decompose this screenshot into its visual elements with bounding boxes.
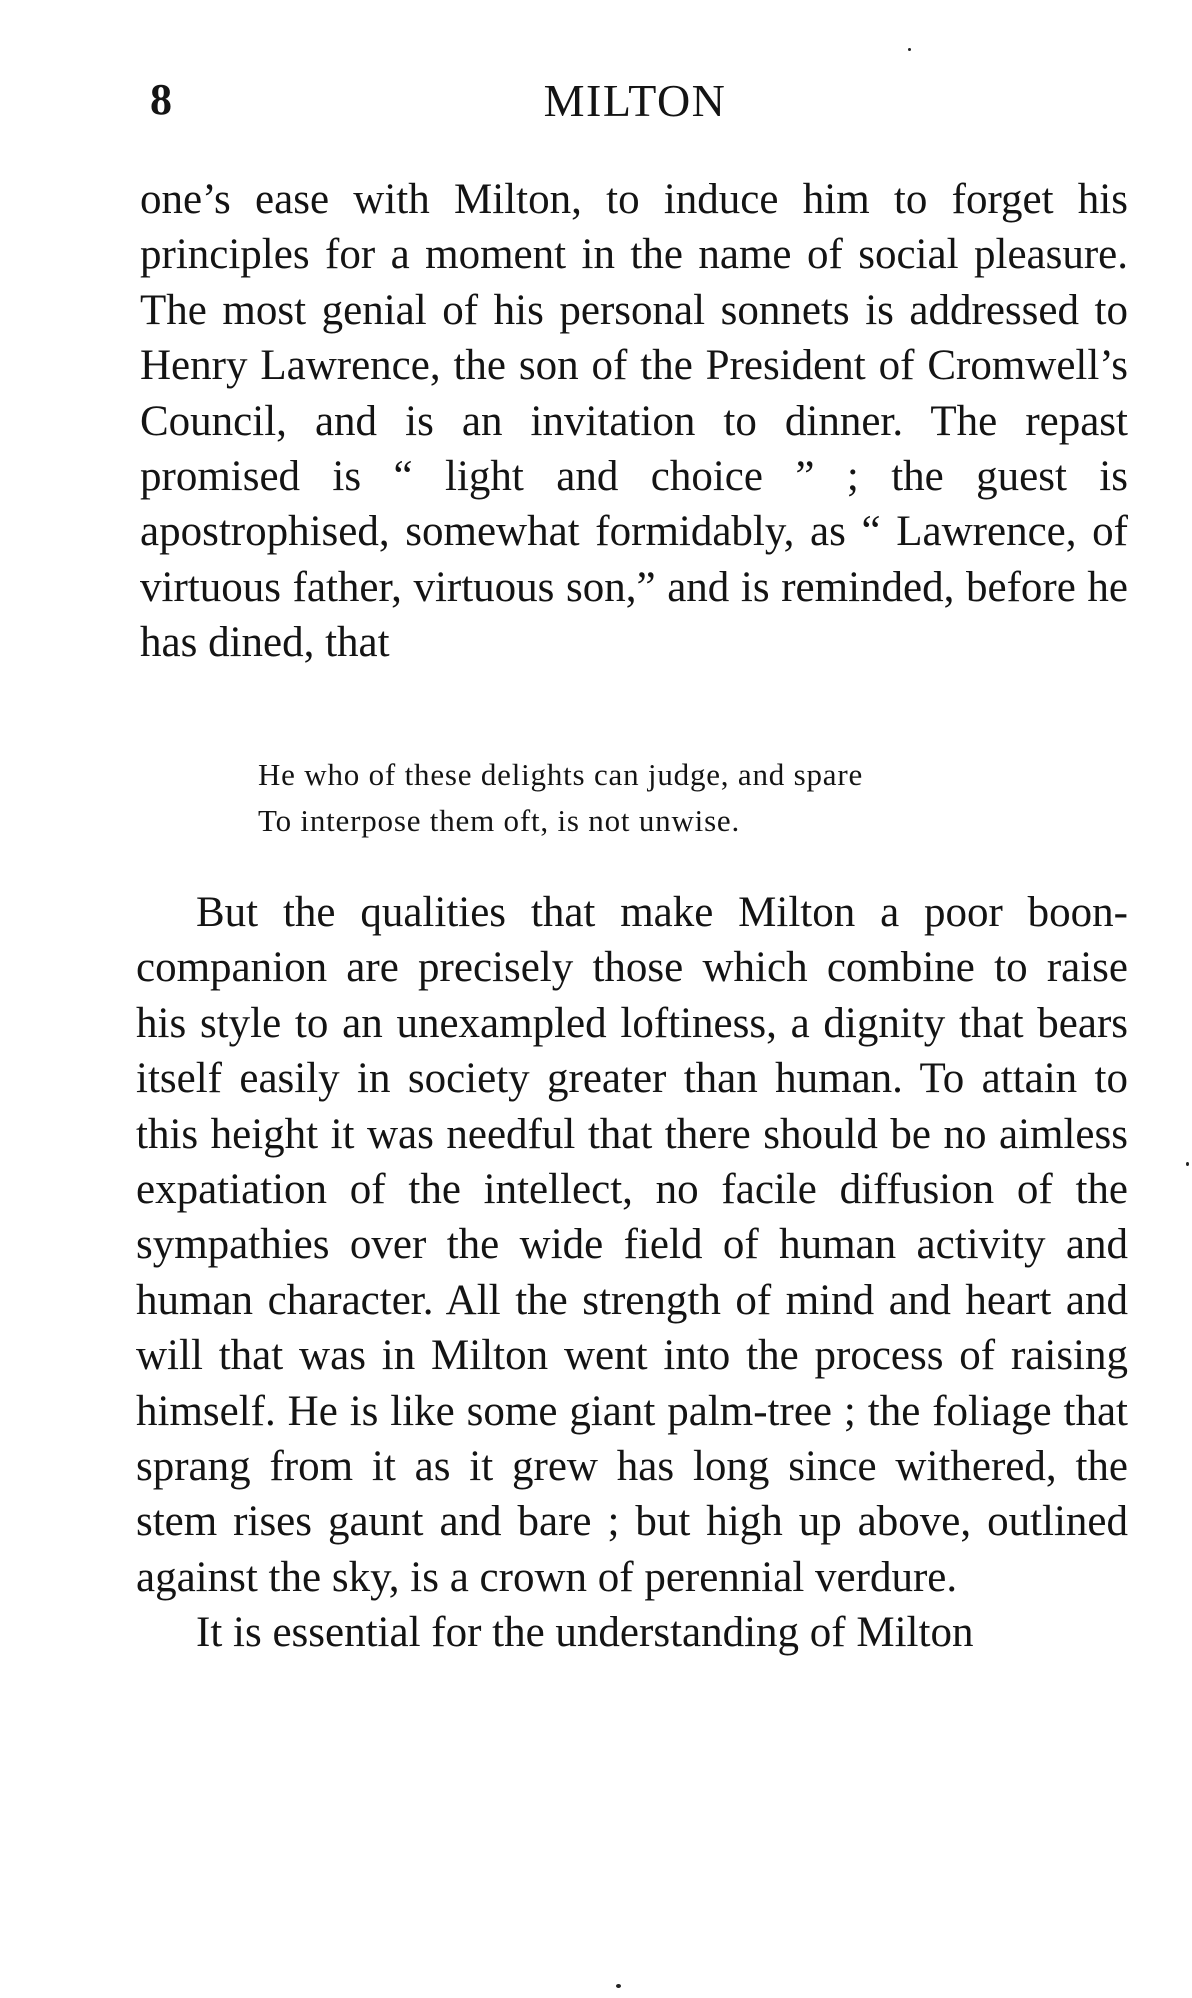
print-speck <box>1186 1162 1189 1166</box>
verse-line: To interpose them oft, is not unwise. <box>258 803 741 838</box>
print-speck <box>616 1984 621 1988</box>
running-head: MILTON <box>543 75 727 126</box>
print-speck <box>908 48 911 51</box>
paragraph: one’s ease with Milton, to induce him to forget his principles for a moment in the name of social pleasure. The most genial of his personal sonnets is addressed to Henry Lawrence, the son of the President of Cromwell’s Council, and is an invitation to dinner. The repast promised is “ light and choice ” ; the guest is apostrophised, somewhat formidably, as “ Lawrence, of virtuous father, virtuous son,” and is reminded, before he has dined, that <box>140 176 1128 667</box>
paragraph: It is essential for the understanding of Milton <box>196 1609 974 1657</box>
verse-line: He who of these delights can judge, and spare <box>258 757 864 792</box>
body-text <box>140 172 1128 671</box>
body-text-continued <box>136 885 1128 1661</box>
page-number: 8 <box>150 75 172 124</box>
verse-quotation <box>258 752 1078 844</box>
page-header <box>140 74 1130 130</box>
paragraph: But the qualities that make Milton a poor boon-companion are precisely those which combine to raise his style to an unexampled loftiness, a dignity that bears itself easily in society greater than human. To attain to this height it was needful that there should be no aimless expatiation of the intellect, no facile diffusion of the sympathies over the wide field of human activity and human character. All the strength of mind and heart and will that was in Milton went into the process of raising himself. He is like some giant palm-tree ; the foliage that sprang from it as it grew has long since withered, the stem rises gaunt and bare ; but high up above, outlined against the sky, is a crown of perennial verdure. <box>136 889 1128 1601</box>
